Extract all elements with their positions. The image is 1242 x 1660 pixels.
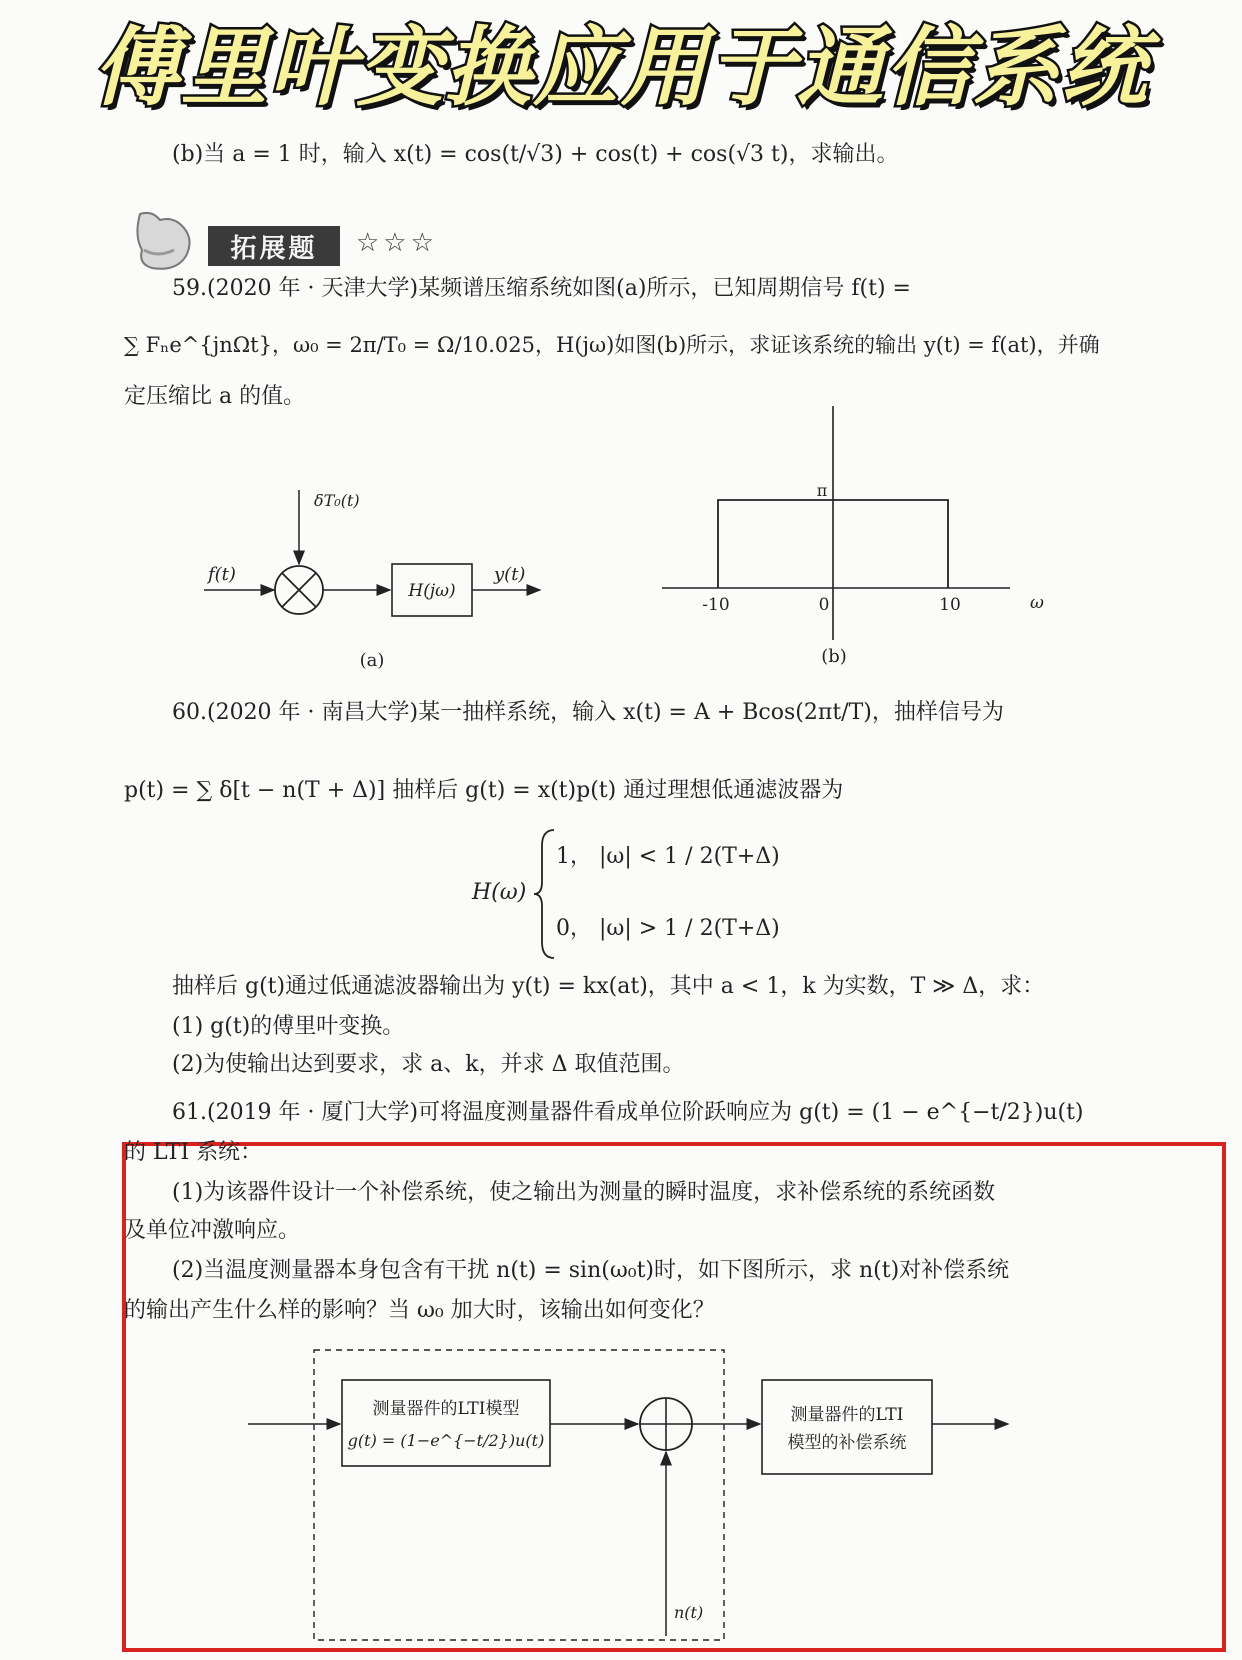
q60-line1: 60.(2020 年 · 南昌大学)某一抽样系统，输入 x(t) = A + Bcos(2πt/T)，抽样信号为: [172, 700, 1004, 725]
fig-a-output-label: y(t): [494, 564, 526, 585]
q61-line2: 的 LTI 系统：: [124, 1140, 263, 1165]
fig-b-x-label: ω: [1030, 593, 1044, 613]
q60-line4: (1) g(t)的傅里叶变换。: [172, 1014, 405, 1039]
fig-a-impulse-label: δT₀(t): [314, 491, 360, 510]
q60-line3: 抽样后 g(t)通过低通滤波器输出为 y(t) = kx(at)，其中 a < 1，k 为实数，T ≫ Δ，求：: [172, 974, 1045, 999]
fig-b-caption: (b): [821, 646, 847, 667]
banner: [0, 0, 1242, 120]
q59-line2: ∑ Fₙe^{jnΩt}，ω₀ = 2π/T₀ = Ω/10.025，H(jω)如图(b)所示，求证该系统的输出 y(t) = f(at)，并确: [124, 333, 1100, 357]
fig-a-block-label: H(jω): [408, 581, 456, 601]
q59-figure-b: [650, 396, 1070, 680]
q60-line5: (2)为使输出达到要求，求 a、k，并求 Δ 取值范围。: [172, 1052, 685, 1077]
fig-b-tick: -10: [702, 595, 730, 615]
adder-icon: [640, 1398, 692, 1450]
banner-title: 傅里叶变换应用于通信系统: [93, 18, 1149, 118]
q61-line5: (2)当温度测量器本身包含有干扰 n(t) = sin(ω₀t)时，如下图所示，求 n(t)对补偿系统: [172, 1258, 1010, 1283]
q60-H-label: H(ω): [472, 880, 527, 905]
q61-block-diagram: [236, 1346, 1036, 1646]
fig-a-input-label: f(t): [208, 564, 236, 585]
q59-line3: 定压缩比 a 的值。: [124, 384, 306, 409]
fig-a-caption: (a): [359, 650, 385, 671]
q61-line4: 及单位冲激响应。: [124, 1218, 301, 1243]
extension-badge: 拓展题: [208, 226, 340, 266]
compensation-block: [762, 1380, 932, 1474]
multiplier-icon: [275, 566, 323, 614]
comp-block-line2: 模型的补偿系统: [787, 1433, 907, 1453]
q61-line3: (1)为该器件设计一个补偿系统，使之输出为测量的瞬时温度，求补偿系统的系统函数: [172, 1180, 996, 1205]
lti-model-block: [342, 1380, 550, 1466]
pointing-hand-icon: [130, 206, 200, 278]
q59-figure-a: [196, 480, 556, 680]
noise-label: n(t): [674, 1603, 704, 1622]
fig-b-y-label: π: [816, 481, 828, 500]
q60-line2: p(t) = ∑ δ[t − n(T + Δ)] 抽样后 g(t) = x(t)p(t) 通过理想低通滤波器为: [124, 778, 844, 803]
difficulty-stars: ☆☆☆: [356, 228, 438, 258]
q60-case1: 1， |ω| < 1 / 2(T+Δ): [556, 844, 780, 869]
comp-block-line1: 测量器件的LTI: [790, 1405, 904, 1425]
q61-line1: 61.(2019 年 · 厦门大学)可将温度测量器件看成单位阶跃响应为 g(t) = (1 − e^{−t/2})u(t): [172, 1100, 1084, 1125]
lti-block-line1: 测量器件的LTI模型: [372, 1399, 520, 1419]
lti-block-line2: g(t) = (1−e^{−t/2})u(t): [347, 1431, 545, 1450]
fig-b-tick: 10: [939, 595, 961, 615]
q61-line6: 的输出产生什么样的影响？当 ω₀ 加大时，该输出如何变化？: [124, 1298, 715, 1323]
problem-b-line: (b)当 a = 1 时，输入 x(t) = cos(t/√3) + cos(t) + cos(√3 t)，求输出。: [172, 142, 899, 167]
q60-case2: 0， |ω| > 1 / 2(T+Δ): [556, 916, 780, 941]
fig-b-tick: 0: [818, 595, 830, 615]
q59-line1: 59.(2020 年 · 天津大学)某频谱压缩系统如图(a)所示，已知周期信号 f(t) =: [172, 276, 911, 301]
dashed-boundary: [314, 1350, 724, 1640]
